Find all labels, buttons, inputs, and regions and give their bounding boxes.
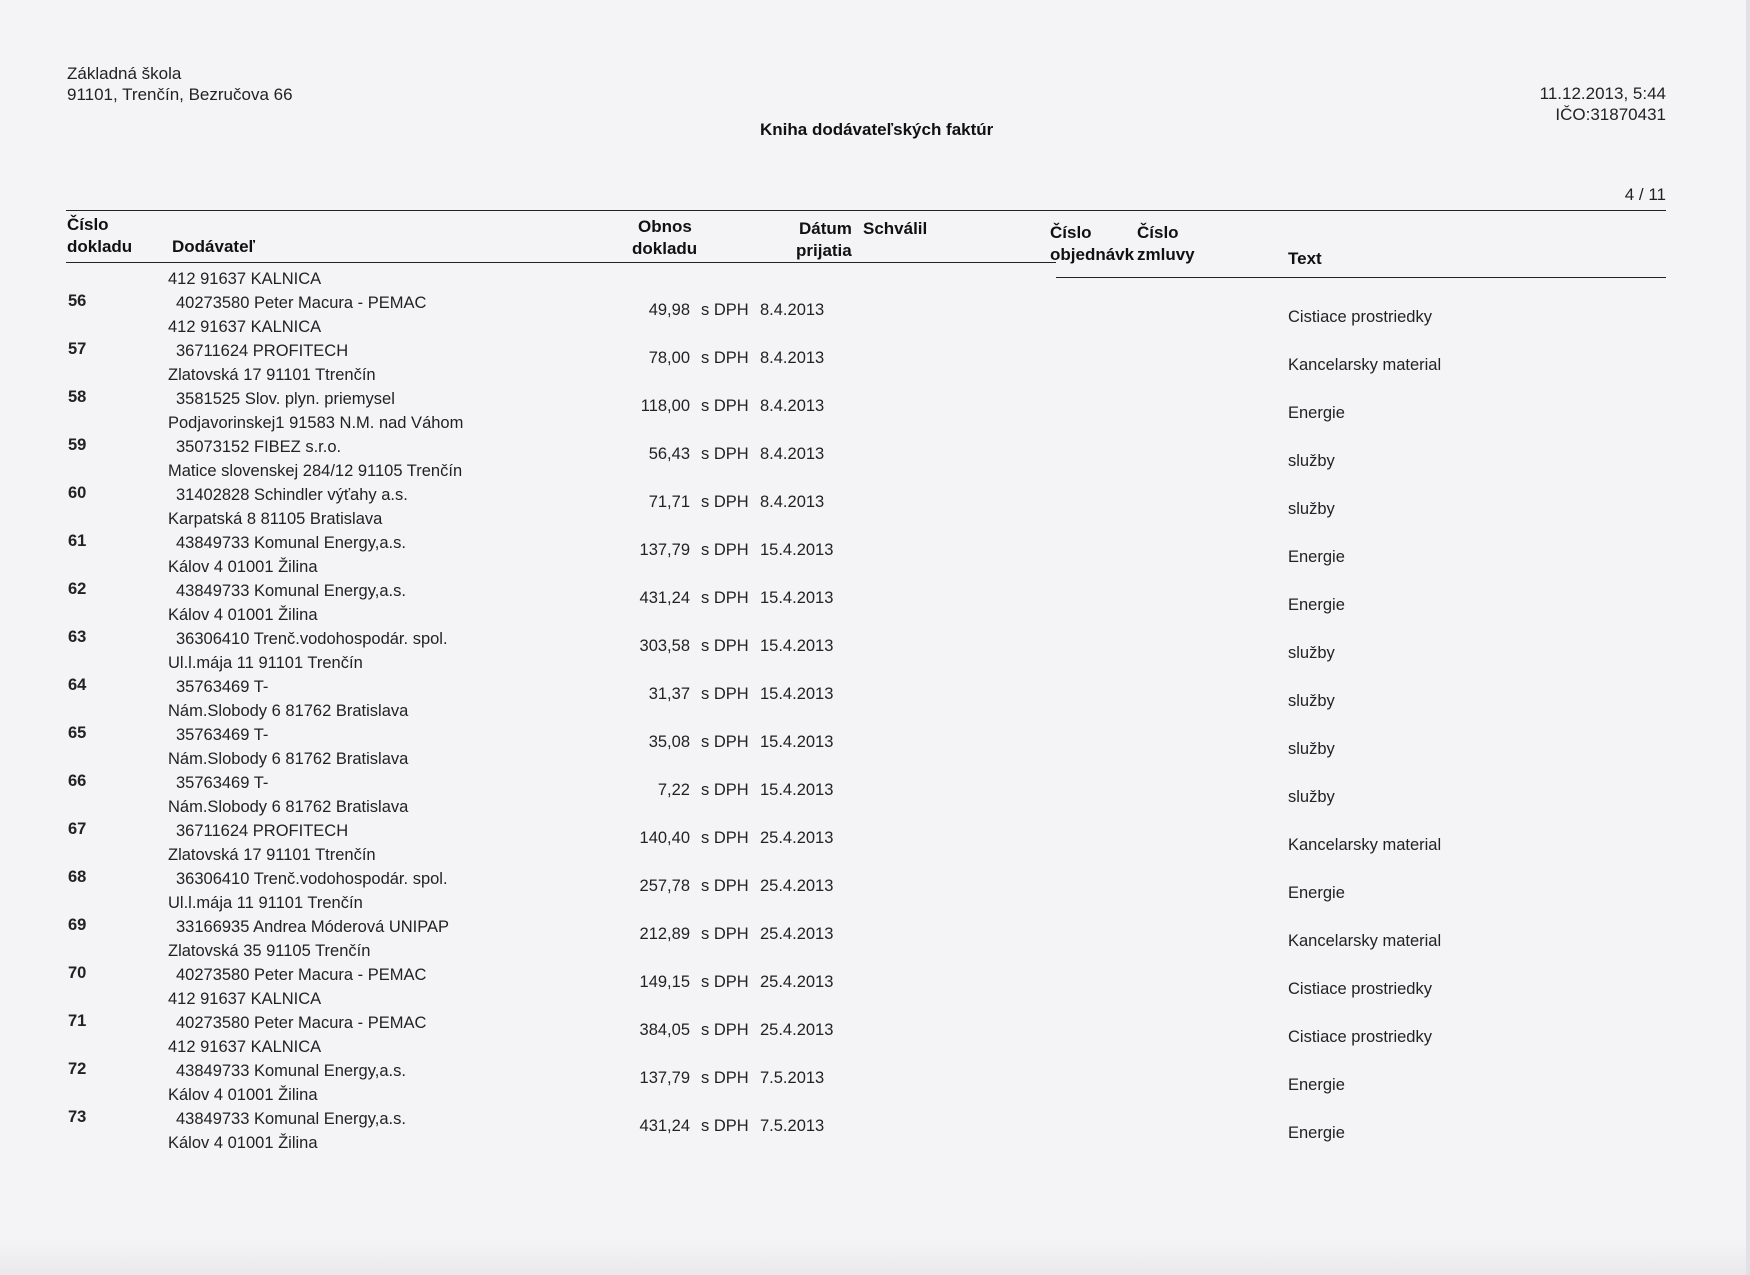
supplier-address: Zlatovská 17 91101 Ttrenčín (168, 366, 376, 384)
receipt-date: 15.4.2013 (760, 589, 834, 607)
header-top-rule (66, 210, 1666, 211)
table-row (0, 1038, 1750, 1104)
vat-label: s DPH (701, 1069, 749, 1087)
table-row (0, 750, 1750, 816)
column-header-amount: Obnos dokladu (632, 217, 698, 258)
doc-number: 65 (68, 724, 87, 742)
invoice-amount: 431,24 (639, 589, 690, 607)
supplier-address: Ul.l.mája 11 91101 Trenčín (168, 654, 363, 672)
invoice-text: služby (1288, 692, 1335, 710)
supplier-address: Nám.Slobody 6 81762 Bratislava (168, 702, 409, 720)
table-row (0, 270, 1750, 336)
column-header-doc-number: Číslo dokladu (67, 215, 133, 256)
table-row (0, 702, 1750, 768)
table-row (0, 462, 1750, 528)
vat-label: s DPH (701, 733, 749, 751)
scan-bottom-shade (0, 1240, 1750, 1275)
doc-number: 61 (68, 532, 87, 550)
table-row (0, 846, 1750, 912)
supplier-address: Kálov 4 01001 Žilina (168, 1134, 318, 1152)
invoice-amount: 71,71 (648, 493, 690, 511)
invoice-text: Energie (1288, 596, 1345, 614)
invoice-amount: 257,78 (639, 877, 690, 895)
receipt-date: 15.4.2013 (760, 685, 834, 703)
column-header-contract-number: Číslo zmluvy (1137, 223, 1195, 264)
receipt-date: 15.4.2013 (760, 637, 834, 655)
supplier-name: 35073152 FIBEZ s.r.o. (176, 438, 342, 456)
vat-label: s DPH (701, 493, 749, 511)
invoice-table (0, 270, 1750, 1152)
column-header-approved: Schválil (863, 219, 928, 238)
invoice-text: Cistiace prostriedky (1288, 308, 1432, 326)
table-row (0, 654, 1750, 720)
invoice-amount: 149,15 (639, 973, 690, 991)
receipt-date: 8.4.2013 (760, 301, 825, 319)
invoice-text: Cistiace prostriedky (1288, 980, 1432, 998)
receipt-date: 8.4.2013 (760, 445, 825, 463)
vat-label: s DPH (701, 925, 749, 943)
doc-number: 72 (68, 1060, 87, 1078)
receipt-date: 25.4.2013 (760, 1021, 834, 1039)
doc-number: 58 (68, 388, 87, 406)
vat-label: s DPH (701, 973, 749, 991)
vat-label: s DPH (701, 589, 749, 607)
header-bottom-rule-left (66, 262, 1056, 263)
invoice-amount: 35,08 (648, 733, 690, 751)
vat-label: s DPH (701, 877, 749, 895)
invoice-text: Cistiace prostriedky (1288, 1028, 1432, 1046)
supplier-name: 36711624 PROFITECH (176, 822, 349, 840)
invoice-text: Energie (1288, 1124, 1345, 1142)
vat-label: s DPH (701, 1021, 749, 1039)
table-row (0, 318, 1750, 384)
invoice-amount: 140,40 (639, 829, 690, 847)
invoice-text: služby (1288, 788, 1335, 806)
receipt-date: 7.5.2013 (760, 1117, 825, 1135)
page-number: 4 / 11 (1624, 185, 1666, 204)
supplier-name: 31402828 Schindler výťahy a.s. (176, 486, 408, 504)
supplier-name: 36306410 Trenč.vodohospodár. spol. (176, 870, 448, 888)
supplier-address: Zlatovská 17 91101 Ttrenčín (168, 846, 376, 864)
invoice-amount: 431,24 (639, 1117, 690, 1135)
invoice-amount: 384,05 (639, 1021, 690, 1039)
print-datetime: 11.12.2013, 5:44 (1539, 84, 1666, 103)
receipt-date: 8.4.2013 (760, 349, 825, 367)
organization-block (67, 63, 293, 105)
supplier-address: 412 91637 KALNICA (168, 270, 322, 288)
receipt-date: 25.4.2013 (760, 877, 834, 895)
receipt-date: 25.4.2013 (760, 829, 834, 847)
doc-number: 69 (68, 916, 87, 934)
column-header-supplier: Dodávateľ (172, 237, 256, 256)
supplier-address: 412 91637 KALNICA (168, 1038, 322, 1056)
supplier-name: 40273580 Peter Macura - PEMAC (176, 294, 427, 312)
ico-number: IČO:31870431 (1555, 105, 1666, 124)
invoice-text: Kancelarsky material (1288, 932, 1442, 950)
receipt-date: 15.4.2013 (760, 733, 834, 751)
table-row (0, 942, 1750, 1008)
supplier-name: 43849733 Komunal Energy,a.s. (176, 1062, 406, 1080)
table-row (0, 558, 1750, 624)
vat-label: s DPH (701, 397, 749, 415)
doc-number: 57 (68, 340, 87, 358)
supplier-name: 3581525 Slov. plyn. priemysel (176, 390, 395, 408)
invoice-amount: 212,89 (639, 925, 690, 943)
supplier-name: 33166935 Andrea Móderová UNIPAP (176, 918, 450, 936)
table-row (0, 414, 1750, 480)
invoice-text: Energie (1288, 548, 1345, 566)
column-header-text: Text (1288, 249, 1322, 268)
invoice-amount: 118,00 (640, 397, 690, 415)
receipt-date: 15.4.2013 (760, 541, 834, 559)
column-header-order-number: Číslo objednávk (1050, 223, 1135, 264)
doc-number: 64 (68, 676, 87, 694)
vat-label: s DPH (701, 781, 749, 799)
table-row (0, 510, 1750, 576)
invoice-amount: 137,79 (639, 541, 690, 559)
table-row (0, 366, 1750, 432)
doc-number: 66 (68, 772, 87, 790)
vat-label: s DPH (701, 301, 749, 319)
vat-label: s DPH (701, 637, 749, 655)
supplier-address: Nám.Slobody 6 81762 Bratislava (168, 750, 409, 768)
doc-number: 70 (68, 964, 87, 982)
supplier-address: Podjavorinskej1 91583 N.M. nad Váhom (168, 414, 464, 432)
supplier-address: Kálov 4 01001 Žilina (168, 1086, 318, 1104)
table-row (0, 1086, 1750, 1152)
table-row (0, 894, 1750, 960)
document-title: Kniha dodávateľských faktúr (760, 120, 994, 139)
supplier-address: Karpatská 8 81105 Bratislava (168, 510, 383, 528)
supplier-name: 43849733 Komunal Energy,a.s. (176, 1110, 406, 1128)
receipt-date: 8.4.2013 (760, 397, 825, 415)
doc-number: 63 (68, 628, 87, 646)
supplier-address: Kálov 4 01001 Žilina (168, 558, 318, 576)
table-row (0, 798, 1750, 864)
organization-name: Základná škola (67, 64, 182, 83)
document-meta (1540, 83, 1666, 125)
invoice-amount: 56,43 (648, 445, 690, 463)
supplier-name: 35763469 T- (176, 726, 269, 744)
invoice-text: Energie (1288, 1076, 1345, 1094)
supplier-name: 35763469 T- (176, 774, 269, 792)
vat-label: s DPH (701, 829, 749, 847)
invoice-text: Kancelarsky material (1288, 836, 1442, 854)
supplier-address: Nám.Slobody 6 81762 Bratislava (168, 798, 409, 816)
invoice-amount: 49,98 (648, 301, 690, 319)
doc-number: 73 (68, 1108, 87, 1126)
doc-number: 60 (68, 484, 87, 502)
column-header-date: Dátum prijatia (796, 219, 852, 260)
supplier-address: Kálov 4 01001 Žilina (168, 606, 318, 624)
supplier-address: 412 91637 KALNICA (168, 990, 322, 1008)
invoice-text: služby (1288, 452, 1335, 470)
invoice-amount: 7,22 (657, 781, 690, 799)
invoice-text: služby (1288, 500, 1335, 518)
scan-right-edge (1746, 0, 1750, 1275)
doc-number: 71 (68, 1012, 87, 1030)
vat-label: s DPH (701, 445, 749, 463)
vat-label: s DPH (701, 685, 749, 703)
organization-address: 91101, Trenčín, Bezručova 66 (67, 85, 293, 104)
invoice-amount: 303,58 (639, 637, 690, 655)
supplier-name: 40273580 Peter Macura - PEMAC (176, 966, 427, 984)
vat-label: s DPH (701, 349, 749, 367)
invoice-text: služby (1288, 740, 1335, 758)
invoice-text: Energie (1288, 884, 1345, 902)
receipt-date: 7.5.2013 (760, 1069, 825, 1087)
receipt-date: 25.4.2013 (760, 925, 834, 943)
invoice-text: Energie (1288, 404, 1345, 422)
invoice-amount: 137,79 (639, 1069, 690, 1087)
supplier-address: 412 91637 KALNICA (168, 318, 322, 336)
receipt-date: 8.4.2013 (760, 493, 825, 511)
vat-label: s DPH (701, 1117, 749, 1135)
receipt-date: 15.4.2013 (760, 781, 834, 799)
supplier-name: 36711624 PROFITECH (176, 342, 349, 360)
table-row (0, 606, 1750, 672)
supplier-name: 43849733 Komunal Energy,a.s. (176, 582, 406, 600)
supplier-name: 40273580 Peter Macura - PEMAC (176, 1014, 427, 1032)
supplier-name: 36306410 Trenč.vodohospodár. spol. (176, 630, 448, 648)
doc-number: 67 (68, 820, 87, 838)
doc-number: 59 (68, 436, 87, 454)
supplier-address: Matice slovenskej 284/12 91105 Trenčín (168, 462, 463, 480)
vat-label: s DPH (701, 541, 749, 559)
supplier-address: Ul.l.mája 11 91101 Trenčín (168, 894, 363, 912)
invoice-amount: 78,00 (648, 349, 690, 367)
invoice-text: služby (1288, 644, 1335, 662)
supplier-name: 35763469 T- (176, 678, 269, 696)
receipt-date: 25.4.2013 (760, 973, 834, 991)
doc-number: 68 (68, 868, 87, 886)
supplier-address: Zlatovská 35 91105 Trenčín (168, 942, 371, 960)
invoice-amount: 31,37 (648, 685, 690, 703)
doc-number: 62 (68, 580, 87, 598)
doc-number: 56 (68, 292, 87, 310)
table-row (0, 990, 1750, 1056)
supplier-name: 43849733 Komunal Energy,a.s. (176, 534, 406, 552)
invoice-text: Kancelarsky material (1288, 356, 1442, 374)
